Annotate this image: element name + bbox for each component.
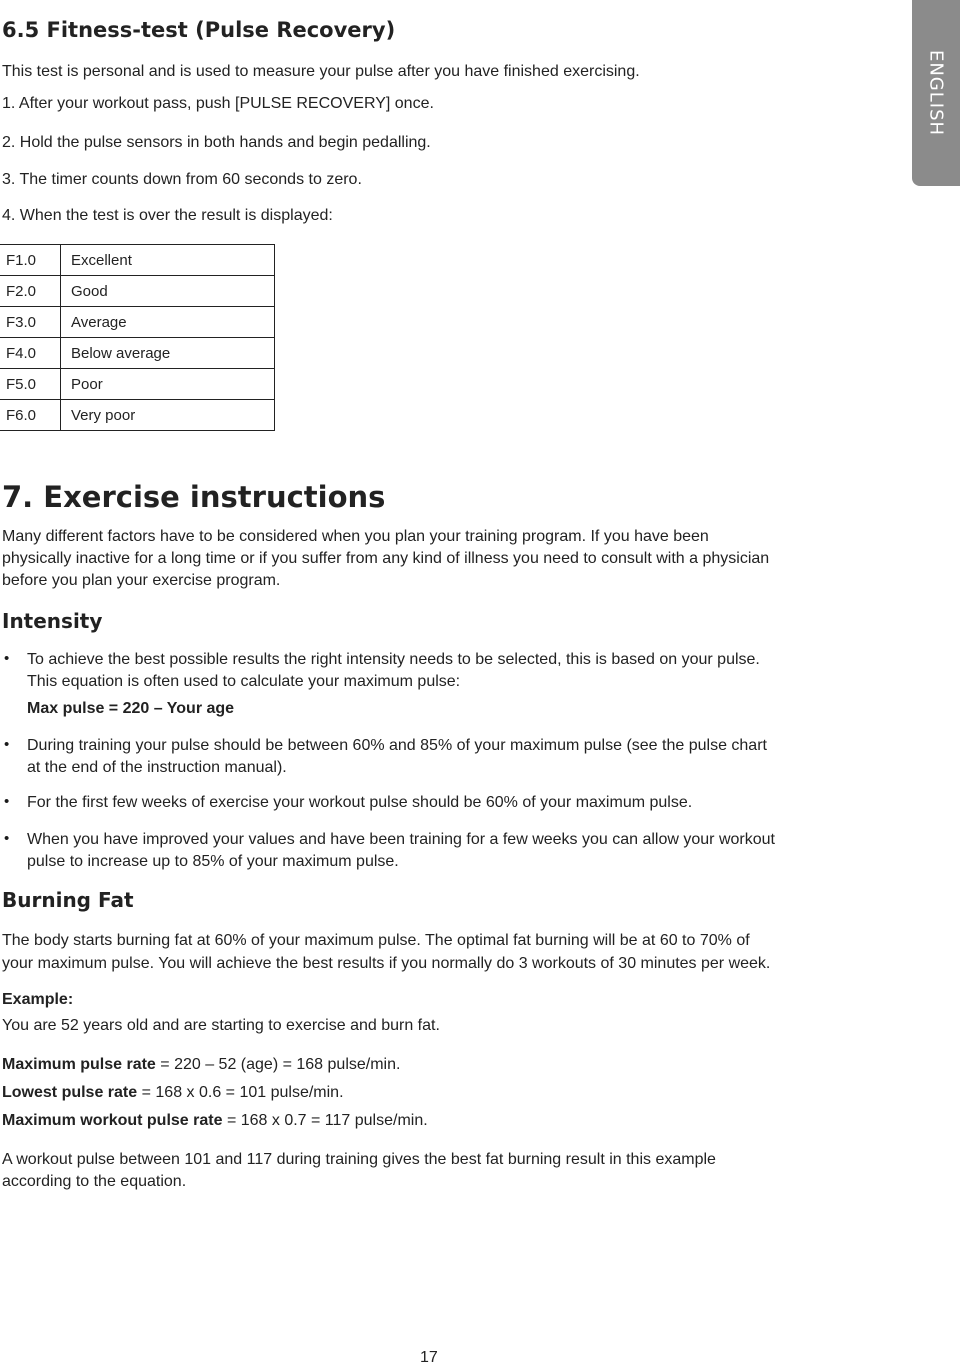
calc-lowest-pulse-rate (2, 1082, 344, 1104)
max-pulse-formula: Max pulse = 220 – Your age (27, 700, 235, 717)
burning-fat-line: your maximum pulse. You will achieve the best results if you normally do 3 workouts of 30 minutes per week. (2, 955, 771, 972)
result-label: Excellent (61, 245, 275, 276)
result-code: F5.0 (0, 369, 61, 400)
language-tab (912, 0, 960, 186)
section-65-heading: 6.5 Fitness-test (Pulse Recovery) (2, 18, 396, 42)
result-code: F3.0 (0, 307, 61, 338)
result-label: Poor (61, 369, 275, 400)
intensity-bullet-1-line: This equation is often used to calculate your maximum pulse: (27, 673, 461, 690)
example-label: Example: (2, 991, 74, 1008)
intensity-bullet-2-line: During training your pulse should be between 60% and 85% of your maximum pulse (see the pulse chart (27, 737, 767, 754)
table-row (0, 245, 275, 276)
section-7-intro-line: before you plan your exercise program. (2, 572, 281, 589)
page-number: 17 (420, 1349, 438, 1366)
result-code: F4.0 (0, 338, 61, 369)
intensity-bullet-1-line: To achieve the best possible results the right intensity needs to be selected, this is based on your pulse. (27, 651, 760, 668)
intensity-bullet-4-line: pulse to increase up to 85% of your maximum pulse. (27, 853, 399, 870)
bullet-icon: • (4, 650, 10, 667)
result-code: F2.0 (0, 276, 61, 307)
language-tab-label: ENGLISH (925, 49, 947, 137)
table-row (0, 369, 275, 400)
result-label: Average (61, 307, 275, 338)
example-text: You are 52 years old and are starting to exercise and burn fat. (2, 1017, 440, 1034)
result-label: Good (61, 276, 275, 307)
result-code: F6.0 (0, 400, 61, 431)
calc-label: Maximum workout pulse rate (2, 1112, 223, 1129)
section-65-intro: This test is personal and is used to measure your pulse after you have finished exercising. (2, 63, 640, 80)
step-2: 2. Hold the pulse sensors in both hands and begin pedalling. (2, 134, 431, 151)
calc-label: Lowest pulse rate (2, 1084, 138, 1101)
calc-value: = 168 x 0.7 = 117 pulse/min. (222, 1112, 428, 1129)
table-row (0, 307, 275, 338)
result-code: F1.0 (0, 245, 61, 276)
table-row (0, 400, 275, 431)
calc-max-pulse-rate (2, 1054, 400, 1076)
intensity-bullet-2-line: at the end of the instruction manual). (27, 759, 287, 776)
calc-label: Maximum pulse rate (2, 1056, 156, 1073)
calc-value: = 168 x 0.6 = 101 pulse/min. (137, 1084, 344, 1101)
burning-fat-heading: Burning Fat (2, 888, 134, 912)
section-7-heading: 7. Exercise instructions (2, 480, 386, 514)
intensity-bullet-4-line: When you have improved your values and have been training for a few weeks you can allow your workout (27, 831, 775, 848)
bullet-icon: • (4, 736, 10, 753)
bullet-icon: • (4, 793, 10, 810)
section-7-intro-line: physically inactive for a long time or if you suffer from any kind of illness you need to consult with a physician (2, 550, 770, 567)
bullet-icon: • (4, 830, 10, 847)
table-row (0, 276, 275, 307)
step-4: 4. When the test is over the result is displayed: (2, 207, 333, 224)
conclusion-line: A workout pulse between 101 and 117 during training gives the best fat burning result in this example (2, 1151, 716, 1168)
intensity-bullet-3: For the first few weeks of exercise your workout pulse should be 60% of your maximum pulse. (27, 794, 693, 811)
table-row (0, 338, 275, 369)
burning-fat-line: The body starts burning fat at 60% of your maximum pulse. The optimal fat burning will be at 60 to 70% of (2, 932, 750, 949)
calc-value: = 220 – 52 (age) = 168 pulse/min. (155, 1056, 401, 1073)
intensity-heading: Intensity (2, 609, 103, 633)
step-1: 1. After your workout pass, push [PULSE RECOVERY] once. (2, 95, 434, 112)
section-7-intro-line: Many different factors have to be considered when you plan your training program. If you have been (2, 528, 709, 545)
conclusion-line: according to the equation. (2, 1173, 187, 1190)
step-3: 3. The timer counts down from 60 seconds to zero. (2, 171, 362, 188)
calc-max-workout-pulse-rate (2, 1110, 428, 1132)
result-label: Very poor (61, 400, 275, 431)
result-label: Below average (61, 338, 275, 369)
results-table (0, 244, 275, 431)
